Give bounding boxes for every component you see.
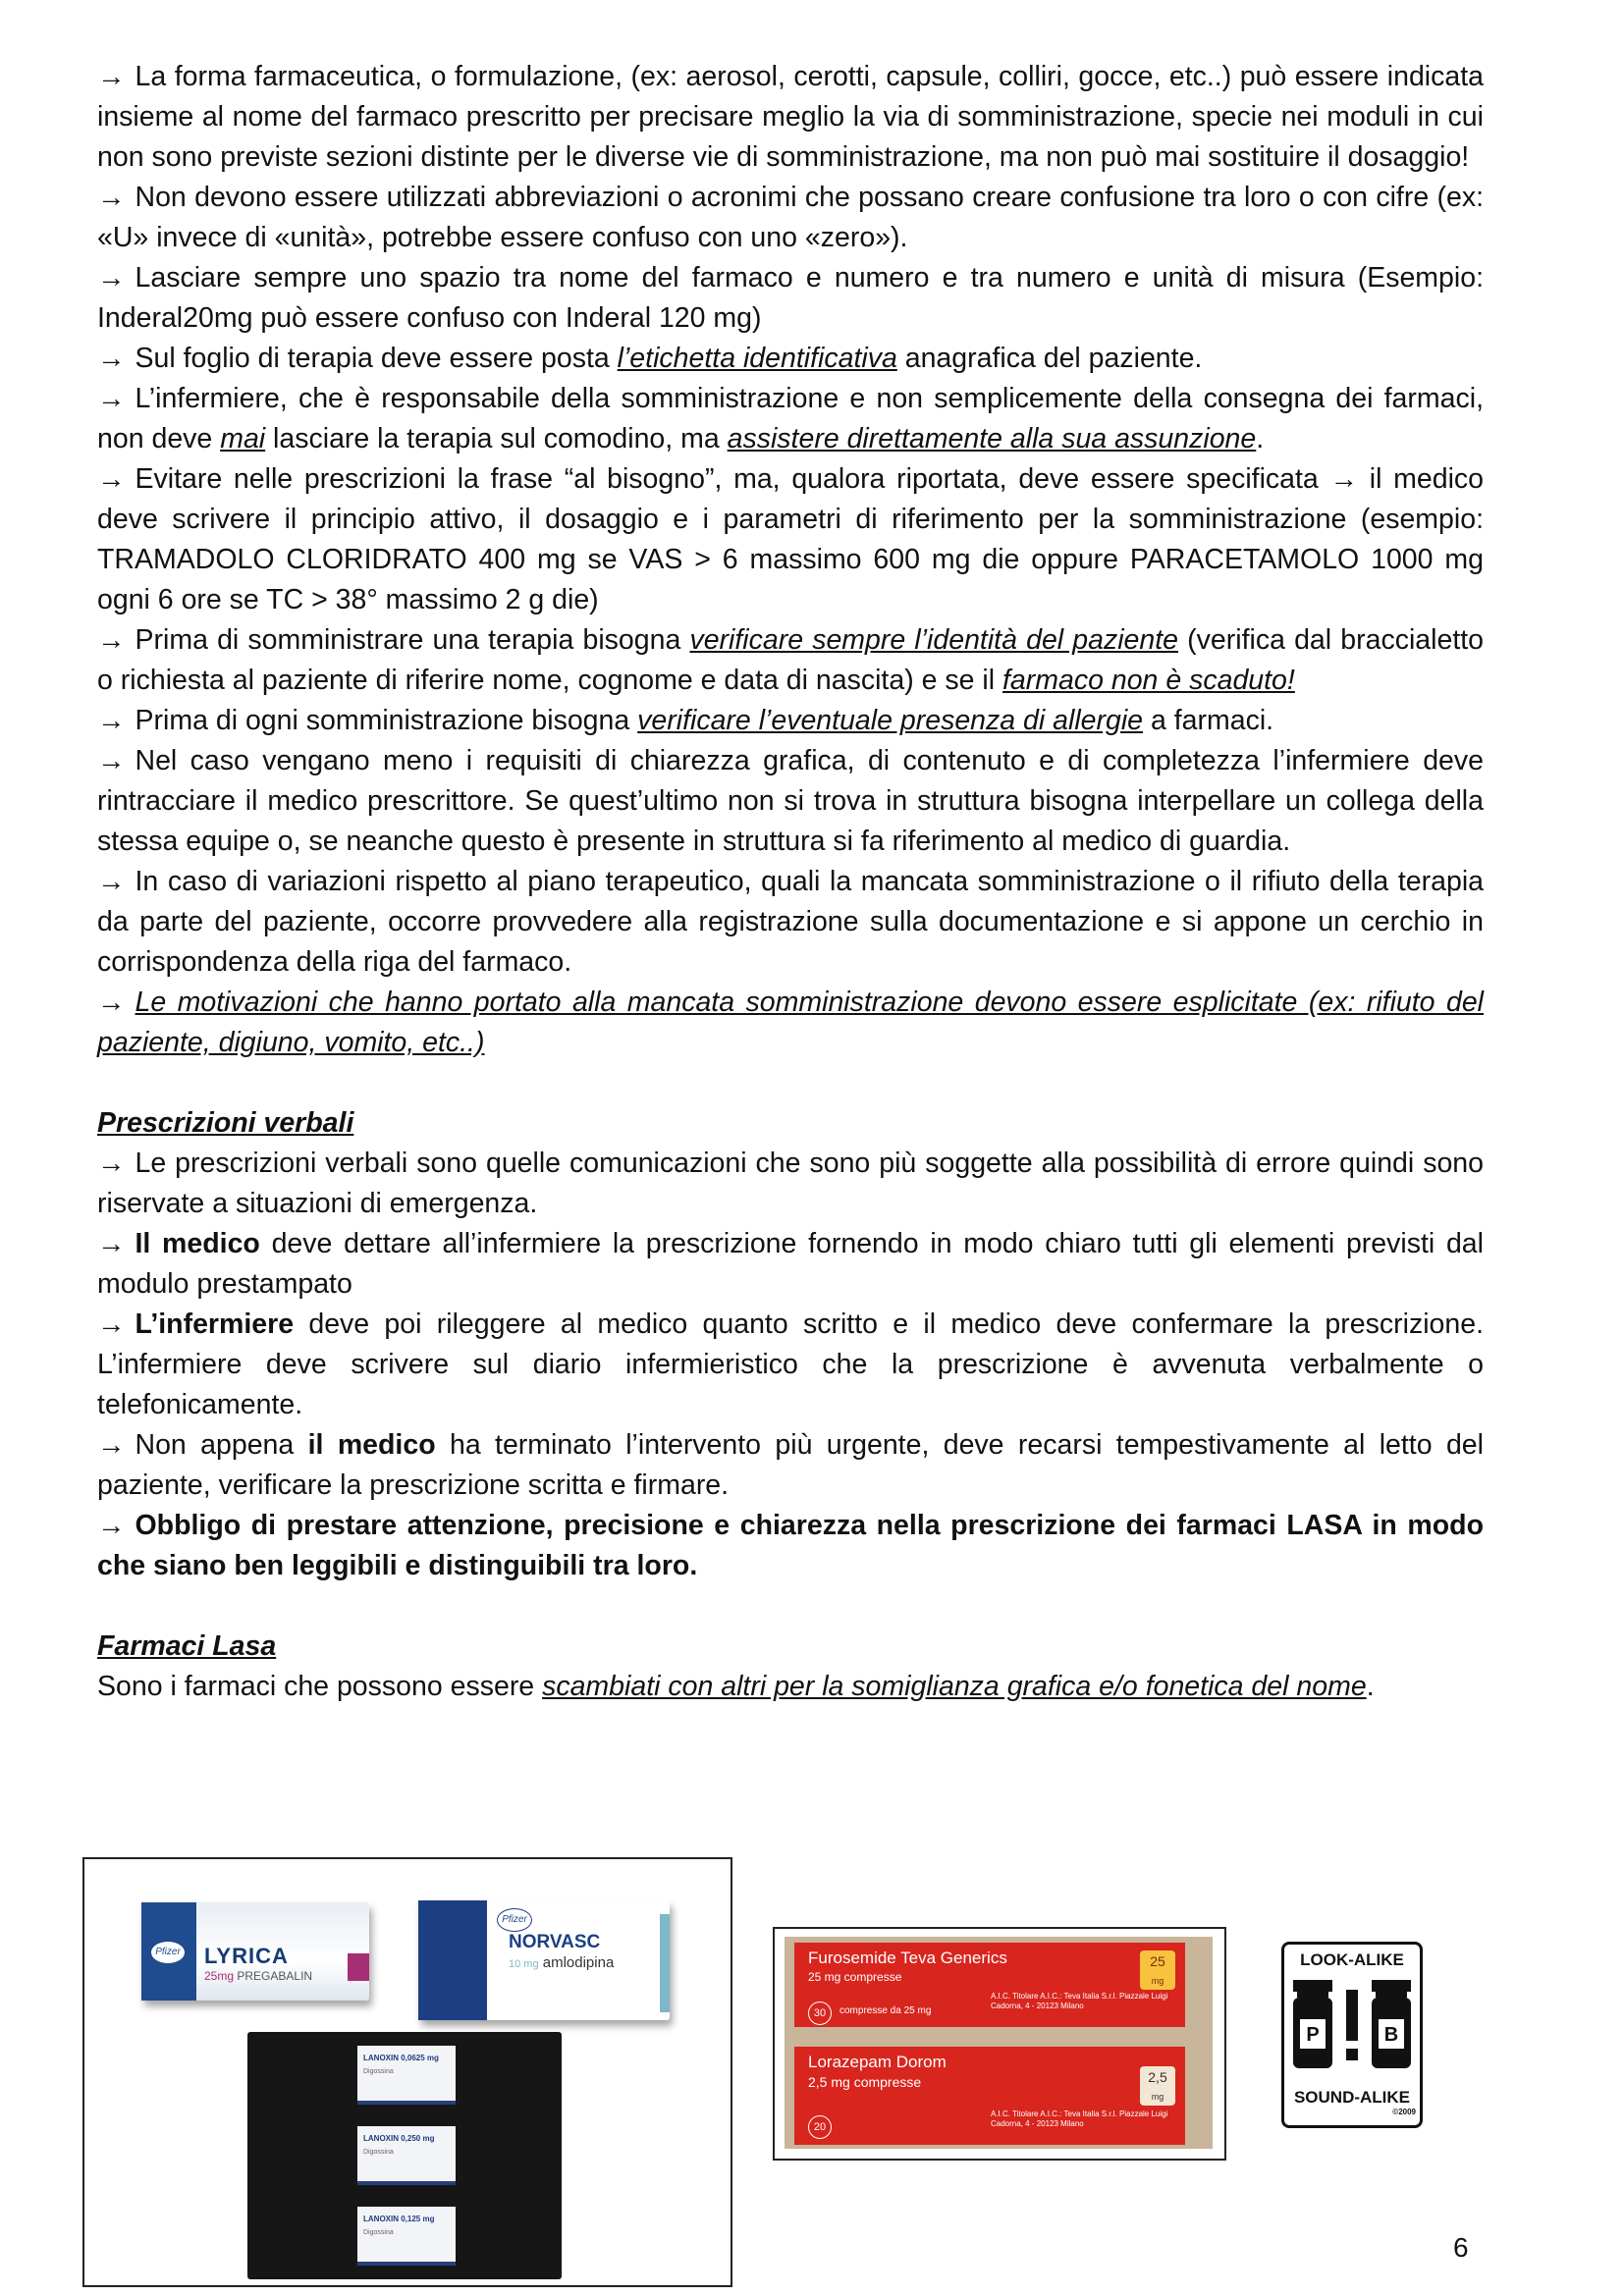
paragraph-lasa: Sono i farmaci che possono essere scambiati con altri per la somiglianza grafica e/o fonetica del nome. [97, 1671, 1375, 1702]
paragraph-verbali-2: → Il medico deve dettare all’infermiere la prescrizione fornendo in modo chiaro tutti gli elementi previsti dal modulo prestampato [97, 1224, 1484, 1305]
spacer [97, 1586, 1484, 1627]
arrow-icon: → [97, 705, 126, 736]
letter-p: P [1306, 2024, 1320, 2046]
arrow-icon: → [97, 463, 126, 495]
arrow-icon: → [97, 1429, 126, 1461]
paragraph-motivazioni: → Le motivazioni che hanno portato alla mancata somministrazione devono essere esplicitate (ex: rifiuto del paziente, digiuno, vomito, etc..) [97, 983, 1484, 1063]
arrow-icon: → [97, 343, 126, 374]
heading-prescrizioni-verbali: Prescrizioni verbali [97, 1107, 354, 1139]
norvasc-package: Pfizer NORVASC 10 mg amlodipina [418, 1900, 670, 2020]
furosemide-package: Furosemide Teva Generics 25 mg compresse 30 compresse da 25 mg A.I.C. Titolare A.I.C.: Teva Italia S.r.l. Piazzale Luigi Cadorna, 4 - 20123 Milano 25 mg [794, 1943, 1185, 2027]
arrow-icon: → [97, 1148, 126, 1179]
arrow-icon: → [97, 383, 126, 414]
paragraph-identita: → Prima di somministrare una terapia bisogna verificare sempre l’identità del paziente (verifica dal braccialetto o richiesta al paziente di riferire nome, cognome e data di nascita) e se il farmaco non è scaduto! [97, 620, 1484, 701]
paragraph-etichetta: → Sul foglio di terapia deve essere posta l’etichetta identificativa anagrafica del paziente. [97, 339, 1484, 379]
arrow-icon: → [97, 624, 126, 656]
lanoxin-card: LANOXIN 0,250 mg Digossina [357, 2126, 456, 2185]
figure-look-alike-sound-alike: LOOK-ALIKE P B SOUND-ALIKE ©2009 [1281, 1942, 1423, 2128]
paragraph-abbreviazioni: → Non devono essere utilizzati abbreviazioni o acronimi che possano creare confusione tra loro o con cifre (ex: «U» invece di «unità», potrebbe essere confuso con uno «zero»). [97, 178, 1484, 258]
pill-bottles-icon [1287, 1972, 1417, 2082]
paragraph-spazio: → Lasciare sempre uno spazio tra nome del farmaco e numero e tra numero e unità di misura (Esempio: Inderal20mg può essere confuso con Inderal 120 mg) [97, 258, 1484, 339]
paragraph-verbali-1: → Le prescrizioni verbali sono quelle comunicazioni che sono più soggette alla possibilità di errore quindi sono riservate a situazioni di emergenza. [97, 1144, 1484, 1224]
spacer [97, 1063, 1484, 1103]
lyrica-package: Pfizer LYRICA 25mg PREGABALIN [141, 1902, 369, 2001]
paragraph-allergie: → Prima di ogni somministrazione bisogna verificare l’eventuale presenza di allergie a farmaci. [97, 701, 1484, 741]
lanoxin-card: LANOXIN 0,0625 mg Digossina [357, 2046, 456, 2105]
heading-farmaci-lasa: Farmaci Lasa [97, 1630, 277, 1662]
paragraph-infermiere: → L’infermiere, che è responsabile della somministrazione e non semplicemente della consegna dei farmaci, non deve mai lasciare la terapia sul comodino, ma assistere direttamente alla sua assunzione. [97, 379, 1484, 459]
paragraph-al-bisogno: → Evitare nelle prescrizioni la frase “al bisogno”, ma, qualora riportata, deve essere specificata → il medico deve scrivere il principio attivo, il dosaggio e i parametri di riferimento per la somministrazione (esempio: TRAMADOLO CLORIDRATO 400 mg se VAS > 6 massimo 600 mg die oppure PARACETAMOLO 1000 mg ogni 6 ore se TC > 38° massimo 2 g die) [97, 459, 1484, 620]
paragraph-verbali-4: → Non appena il medico ha terminato l’intervento più urgente, deve recarsi tempestivamente al letto del paziente, verificare la prescrizione scritta e firmare. [97, 1425, 1484, 1506]
paragraph-forma-farmaceutica: → La forma farmaceutica, o formulazione, (ex: aerosol, cerotti, capsule, colliri, gocce, etc..) può essere indicata insieme al nome del farmaco prescritto per precisare meglio la via di somministrazione, specie nei moduli in cui non sono previste sezioni distinte per le diverse vie di somministrazione, ma non può mai sostituire il dosaggio! [97, 57, 1484, 178]
arrow-icon: → [97, 987, 126, 1018]
arrow-icon: → [97, 1228, 126, 1259]
document-body [97, 57, 1484, 1707]
figure-drug-packages [82, 1857, 732, 2287]
arrow-icon: → [97, 866, 126, 897]
paragraph-requisiti: → Nel caso vengano meno i requisiti di chiarezza grafica, di contenuto e di completezza l’infermiere deve rintracciare il medico prescrittore. Se quest’ultimo non si trova in struttura bisogna interpellare un collega della stessa equipe o, se neanche questo è presente in struttura si fa riferimento al medico di guardia. [97, 741, 1484, 862]
pfizer-logo: Pfizer [151, 1942, 185, 1963]
lorazepam-package: Lorazepam Dorom 2,5 mg compresse 20 A.I.C. Titolare A.I.C.: Teva Italia S.r.l. Piazzale Luigi Cadorna, 4 - 20123 Milano 2,5 mg [794, 2047, 1185, 2145]
paragraph-verbali-3: → L’infermiere deve poi rileggere al medico quanto scritto e il medico deve confermare la prescrizione. L’infermiere deve scrivere sul diario infermieristico che la prescrizione è avvenuta verbalmente o telefonicamente. [97, 1305, 1484, 1425]
page-number: 6 [1453, 2232, 1469, 2263]
arrow-icon: → [97, 1510, 126, 1541]
paragraph-variazioni: → In caso di variazioni rispetto al piano terapeutico, quali la mancata somministrazione o il rifiuto della terapia da parte del paziente, occorre provvedere alla registrazione sulla documentazione e si appone un cerchio in corrispondenza della riga del farmaco. [97, 862, 1484, 983]
arrow-icon: → [97, 1308, 126, 1340]
arrow-icon: → [97, 745, 126, 776]
arrow-icon: → [97, 61, 126, 92]
paragraph-verbali-5: → Obbligo di prestare attenzione, precisione e chiarezza nella prescrizione dei farmaci LASA in modo che siano ben leggibili e distinguibili tra loro. [97, 1506, 1484, 1586]
lanoxin-card: LANOXIN 0,125 mg Digossina [357, 2207, 456, 2266]
figure-furosemide-lorazepam [773, 1927, 1226, 2161]
pfizer-logo: Pfizer [497, 1908, 532, 1932]
arrow-icon: → [97, 262, 126, 294]
arrow-icon: → [97, 182, 126, 213]
letter-b: B [1383, 2024, 1399, 2046]
lanoxin-packages [247, 2032, 562, 2279]
